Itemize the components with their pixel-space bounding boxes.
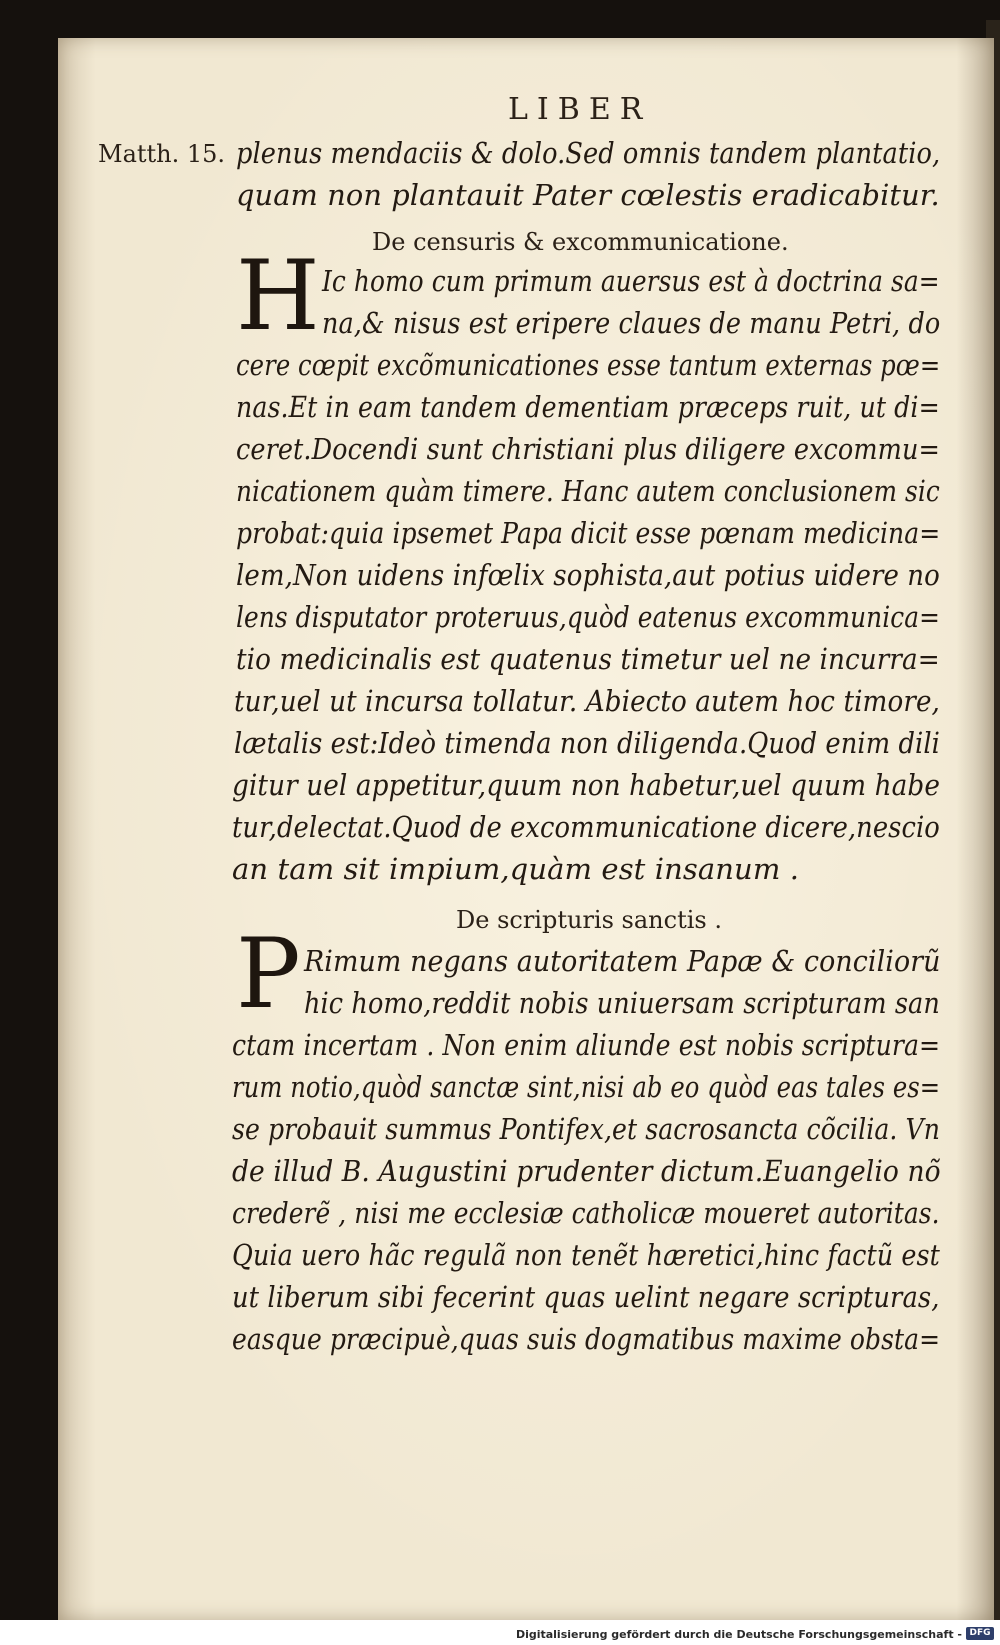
dfg-logo: DFG — [966, 1627, 994, 1640]
text-line: lem,Non uidens infœlix sophista,aut potius uidere no — [236, 558, 940, 592]
text-line: hic homo,reddit nobis uniuersam scripturam san — [304, 986, 940, 1020]
marginal-note: Matth. 15. — [98, 140, 226, 168]
text-line: tur,delectat.Quod de excommunicatione dicere,nescio — [232, 810, 940, 844]
text-line: Rimum negans autoritatem Papæ & conciliorũ — [304, 944, 941, 978]
drop-initial: H — [236, 240, 320, 352]
text-line: ceret.Docendi sunt christiani plus diligere excommu= — [236, 432, 940, 466]
text-line: lens disputator proteruus,quòd eatenus excommunica= — [236, 600, 940, 634]
running-head: LIBER — [508, 92, 652, 127]
text-line: an tam sit impium,quàm est insanum . — [232, 852, 800, 886]
text-line: na,& nisus est eripere claues de manu Petri, do — [322, 306, 941, 340]
section-heading: De censuris & excommunicatione. — [372, 228, 789, 256]
text-line: rum notio,quòd sanctæ sint,nisi ab eo quòd eas tales es= — [232, 1070, 941, 1104]
text-line: quam non plantauit Pater cœlestis eradicabitur. — [236, 178, 940, 212]
text-line: cere cœpit excõmunicationes esse tantum externas pœ= — [236, 348, 941, 382]
text-line: gitur uel appetitur,quum non habetur,uel quum habe — [232, 768, 940, 802]
section-heading: De scripturis sanctis . — [456, 906, 722, 934]
text-line: ut liberum sibi fecerint quas uelint negare scripturas, — [232, 1280, 940, 1314]
text-line: plenus mendaciis & dolo.Sed omnis tandem plantatio, — [236, 136, 941, 170]
text-line: lætalis est:Ideò timenda non diligenda.Quod enim dili — [234, 726, 940, 760]
text-line: easque præcipuè,quas suis dogmatibus maxime obsta= — [232, 1322, 941, 1356]
text-line: tur,uel ut incursa tollatur. Abiecto autem hoc timore, — [234, 684, 940, 718]
text-line: crederẽ , nisi me ecclesiæ catholicæ moueret autoritas. — [232, 1196, 940, 1230]
text-line: probat:quia ipsemet Papa dicit esse pœnam medicina= — [236, 516, 941, 550]
footer-credit: Digitalisierung gefördert durch die Deutsche Forschungsgemeinschaft - — [515, 1628, 962, 1641]
text-line: Ic homo cum primum auersus est à doctrina sa= — [322, 264, 940, 298]
text-line: de illud B. Augustini prudenter dictum.Euangelio nõ — [232, 1154, 941, 1188]
text-line: tio medicinalis est quatenus timetur uel ne incurra= — [236, 642, 940, 676]
text-line: nicationem quàm timere. Hanc autem conclusionem sic — [236, 474, 940, 508]
text-line: se probauit summus Pontifex,et sacrosancta cõcilia. Vn — [232, 1112, 941, 1146]
text-line: Quia uero hãc regulã non tenẽt hæretici,hinc factũ est — [232, 1238, 940, 1272]
text-line: nas.Et in eam tandem dementiam præceps ruit, ut di= — [236, 390, 940, 424]
drop-initial: P — [236, 918, 301, 1030]
text-line: ctam incertam . Non enim aliunde est nobis scriptura= — [232, 1028, 941, 1062]
